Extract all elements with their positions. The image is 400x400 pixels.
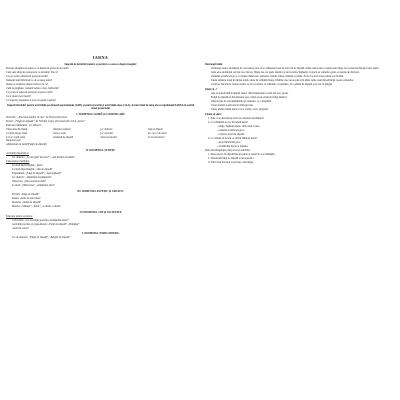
section-line: Joc de mișcare: „Fulgii de zăpadă”; „Bulgări de zăpadă” [12,235,71,239]
subsection-heading: Activități matematice: [6,152,30,156]
remember-line: - copiii se joacă în zăpadă. [217,132,245,136]
games-cell: joc didactic [100,128,113,132]
games-cell: Ce știm despre iarnă [6,131,28,135]
section-line: Modelaj: „Omul de zăpadă” [12,201,42,205]
question-line: Cum sunt zilele în perioada la ce anotimp? De ce? [6,71,59,75]
section-line: Poezii: „Fulgii de zăpadă”, de Nichifor Lupu; alte poezii din ciclul „Iarna” [6,120,86,124]
section-line: Experiment: „Fulgi de zăpadă”; „Apa îngheață” [12,172,62,176]
games-cell: Oamenii de zăpadă [53,135,74,139]
section-line: Lectură: „Sănii iarna”; „Animalele iarna” [12,184,56,188]
info-paragraph: Domnește iarna, anotimpul în care natura pare să se odihnească sub un strat alb de zăpadă. Zilele sunt scurte, nopțile sunt lungi, iar soarele încălzește foarte puțin. [211,66,380,70]
questions-heading: Sugestii de întrebări pentru a pornire la o ceea ce despre imagini: [64,62,137,66]
page-title: IARNA [92,55,109,60]
section-line: Educarea limbajului / joc didactic: [6,124,42,128]
fact-paragraph: Unele păsări rămân iarna la noi: vrabia, ciora, pițigoiul. [211,107,269,111]
section-line: Cunoașterea mediului: [6,160,30,164]
question-line: Ce pot vedea oamenii în perioada iernii? [6,75,49,79]
fact-paragraph: Fulgii de zăpadă au întotdeauna șase colțuri și nu există doi fulgi identici. [211,95,288,99]
section-heading-society: IV. DOMENIUL OM ȘI SOCIETATE [79,210,122,214]
left-column [6,56,195,240]
section-line: Muzică: „Săniuța”; „Iarna”; „Colinde, colinde” [12,205,62,209]
games-cell: Gigi și zăpada [147,128,163,132]
question-line: Ce sugestii, propuneri ai avea să spună copiilor? [6,99,57,103]
section-line: „Iarna în culori” [12,226,29,230]
section-heading-language: I. DOMENIUL LIMBĂ ȘI COMUNICARE [76,112,125,116]
question-list [6,67,195,102]
question-line: Privește imaginea și spune ce ai înțeles în perioada de iarnă? [6,67,69,71]
section-line: Joc didactic: „Identifică anotimpurile” [12,176,52,180]
section-line: Convorbire: „Ce activități specifice desfășurăm iarna?” [12,218,70,222]
right-column [205,56,394,240]
games-cell: Ce facem iarna? [147,135,165,139]
remember-line: 1. Pune un pic de zăpadă într-un pahar și observă ce se întâmplă. [208,152,276,156]
games-cell: sfârșitul toamnei [53,128,71,132]
games-cell: Vine iarna din munți [6,128,28,132]
games-grid [6,128,195,139]
section-line: Lectură după imagini: „Om de zăpadă” [12,168,53,172]
section-line: Pictură: „Fulgi de zăpadă” [12,193,40,197]
activities-heading: Sugestii intrebări pentru activitățile pe domenii experiențiale (ADE) și pentru jocurile și activitățile alese (ALA), în intervalul de timp alocat săptămânii IARNA în cadrul temei proiectului [6,103,195,111]
games-cell: Iarna a sosit [53,131,66,135]
fact-paragraph: Zăpada ține de cald pământului și plantelor, ca o plapumă. [211,99,272,103]
question-line: Ce ar putea face tinerii? [6,95,31,99]
section-heading-science: II. DOMENIUL ȘTIINȚE [86,148,115,152]
section-line: Joc didactic: „Ce am găsit în iarna?”; „Am învățat să număr” [12,156,76,160]
info-paragraph: Copiii se bucură de venirea iernii: se dau cu sania, cu schiurile, cu patinele, fac oameni de zăpadă și se bat cu bulgări. [211,82,333,86]
remember-line: - oamenii se îmbracă gros; [217,128,245,132]
question-line: Ce jocuri ar putea în perioada aceasta copiii? [6,91,53,95]
info-paragraph: Unele animale dorm în timpul iernii, altele își schimbă blana. Păsările care nu au plecat în țările calde caută hrană lângă casele oamenilor. [211,78,354,82]
remember-line: - ninge, îngheață apele, zilele sunt scurte; [217,124,260,128]
fact-paragraph: Ursul doarme toată iarna în bârlogul său. [211,103,254,107]
did-you-know-heading: Știați că...? [205,88,218,92]
section-line: Povestire: „Povestea fulgilor de nea” de Viorica Bercovici [6,116,68,120]
remember-line: 2. Desenează fulgi de zăpadă și decupează-i. [208,156,255,160]
info-paragraph: Iarna este anotimpul cel mai rece din an. Ninge des, iar apele râurilor și ale lacurilor îngheață. Copacii au ramurile goale, acoperite de chiciură. [211,70,360,74]
two-column-layout [6,56,394,240]
info-paragraph: Oamenii se îmbracă gros, cu haine călduroase: paltoane, căciuli, fulare, mănuși și cizme. Ei fac focul în sobe pentru a se încălzi. [211,74,344,78]
remember-heading: Ţinem să știm! [205,113,222,117]
games-row [6,136,195,140]
section-line: Activități practice și gospodărești: „Fulgi de zăpadă”, „Brăduțul” [12,222,80,226]
remember-line: 1. Prin ce se deosebește iarna de celelalte anotimpuri? [208,116,264,120]
section-heading-motor: V. DOMENIUL PSIHO-MOTRIC [81,232,120,236]
games-cell: Ce fac copiii iarna [6,135,26,139]
fact-paragraph: Apa se transformă în gheață atunci când temperatura scade sub zero grade. [211,91,289,95]
question-line: Spune ce ai înțeles despre iarna și de ce? [6,83,49,87]
remember-line: 3. Ce trebuie să facem ca să fim sănătoși iarna? [208,136,258,140]
question-line: Oamenii sunt îmbrăcați ca să se apere iarna? [6,79,53,83]
section-heading-aesthetic: III. DOMENIUL ESTETIC ȘI CREATIV [77,189,124,193]
section-line: Dicționar nou: [6,139,22,143]
question-line: Cum se pregătesc oamenii pentru a face față iernii? [6,87,60,91]
section-line: Lectură după imagini: „Iarna” [12,164,44,168]
section-line: Observare: „Descoperirea iernii” [12,180,47,184]
info-heading: Informații utile: [205,63,223,66]
remember-line: 2. Ce schimbări au loc în natură iarna? [208,120,249,124]
remember-line: Dezvoltă imaginația prin jocuri și activități: [205,148,251,152]
games-cell: joc exerciții [100,131,113,135]
section-line: Albăstrituri de iarnă (Fulgii de zăpadă) [6,143,47,147]
remember-line: 3. Stă în fața ferestrei și privește cum ninge. [208,160,254,164]
remember-line: - să ne îmbrăcăm gros; [217,140,241,144]
games-cell: Iarna ne bucură [100,135,117,139]
section-line: Desen: „Iarna în satul meu” [12,197,41,201]
games-cell: joc cu rol de artist [147,131,167,135]
section-line: Educație pentru societate: [6,214,33,218]
remember-line: - să mâncăm fructe și legume. [217,144,249,148]
